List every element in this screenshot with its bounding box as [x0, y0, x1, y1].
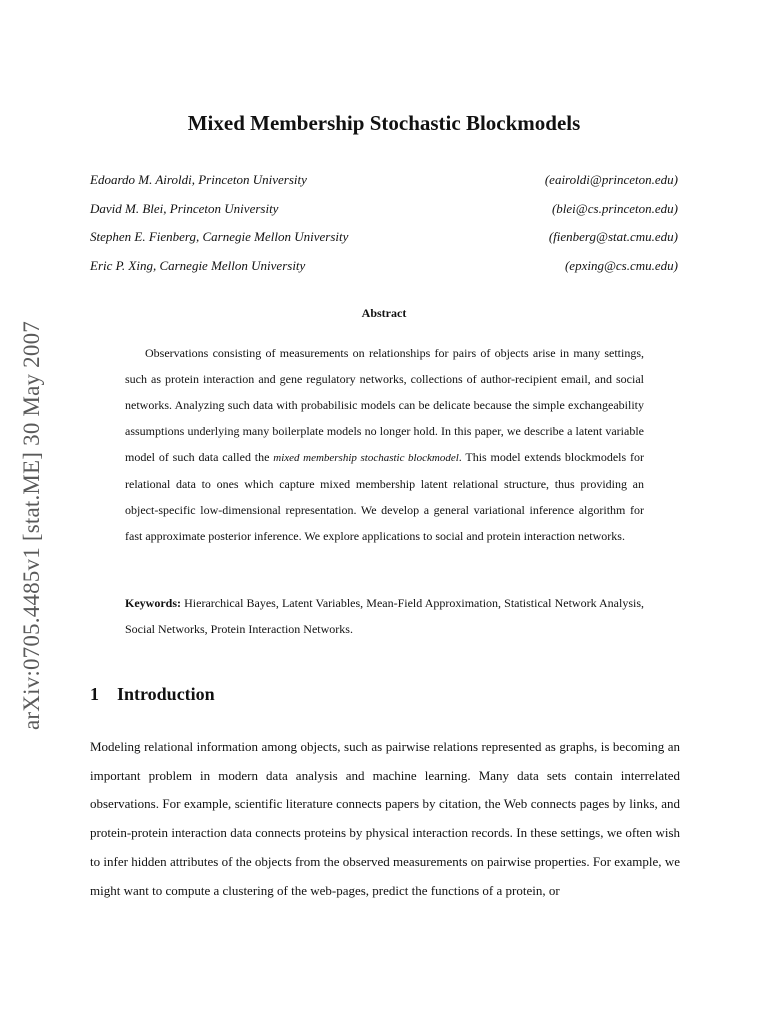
keywords-label: Keywords:: [125, 596, 181, 610]
author-name: Eric P. Xing, Carnegie Mellon University: [90, 257, 306, 273]
arxiv-identifier-stamp: arXiv:0705.4485v1 [stat.ME] 30 May 2007: [19, 321, 44, 730]
abstract-text-part: Observations consisting of measurements on relationships for pairs of objects arise in many settings, such as protein interaction and gene regulatory networks, collections of author-recipient email, and social networks. Analyzing such data with probabilisic models can be delicate because the simple exchangeability assumptions underlying many boilerplate models no longer hold. In this paper, we describe a latent variable model of such data called the: [125, 346, 644, 464]
author-name: Stephen E. Fienberg, Carnegie Mellon University: [90, 229, 349, 244]
abstract-text-part: . This model extends blockmodels for relational data to ones which capture mixed membership latent relational structure, thus providing an object-specific low-dimensional representation. We develop a general variational inference algorithm for fast approximate posterior inference. We explore applications to social and protein interaction networks.: [125, 450, 645, 543]
author-name: Edoardo M. Airoldi, Princeton University: [90, 172, 307, 187]
abstract-heading: Abstract: [361, 306, 407, 320]
paper-title: Mixed Membership Stochastic Blockmodels: [187, 111, 581, 135]
author-row: [90, 197, 678, 226]
author-row: [90, 225, 678, 254]
section-heading: [90, 681, 215, 707]
section-number: 1: [90, 684, 99, 704]
abstract-text: [125, 340, 644, 549]
author-email: (fienberg@stat.cmu.edu): [548, 229, 678, 244]
author-row: [90, 168, 678, 197]
keywords-paragraph: [125, 590, 644, 642]
abstract-emphasis: mixed membership stochastic blockmodel: [273, 452, 459, 464]
author-email: (epxing@cs.cmu.edu): [564, 257, 678, 273]
section-title: Introduction: [117, 684, 215, 704]
author-row: [90, 254, 678, 283]
introduction-text: Modeling relational information among objects, such as pairwise relations represented as graphs, is becoming an important problem in modern data analysis and machine learning. Many data sets contain interrelated observations. For example, scientific literature connects papers by citation, the Web connects pages by links, and protein-protein interaction data connects proteins by physical interaction records. In these settings, we often wish to infer hidden attributes of the objects from the observed measurements on pairwise properties. For example, we might want to compute a clustering of the web-pages, predict the functions of a protein, or: [90, 739, 680, 898]
author-email: (blei@cs.princeton.edu): [551, 200, 678, 216]
author-email: (eairoldi@princeton.edu): [544, 172, 678, 187]
keywords-text: Hierarchical Bayes, Latent Variables, Mean-Field Approximation, Statistical Network Analysis, Social Networks, Protein Interaction Networks.: [125, 596, 645, 636]
author-name: David M. Blei, Princeton University: [90, 200, 279, 216]
author-list: [90, 168, 678, 282]
